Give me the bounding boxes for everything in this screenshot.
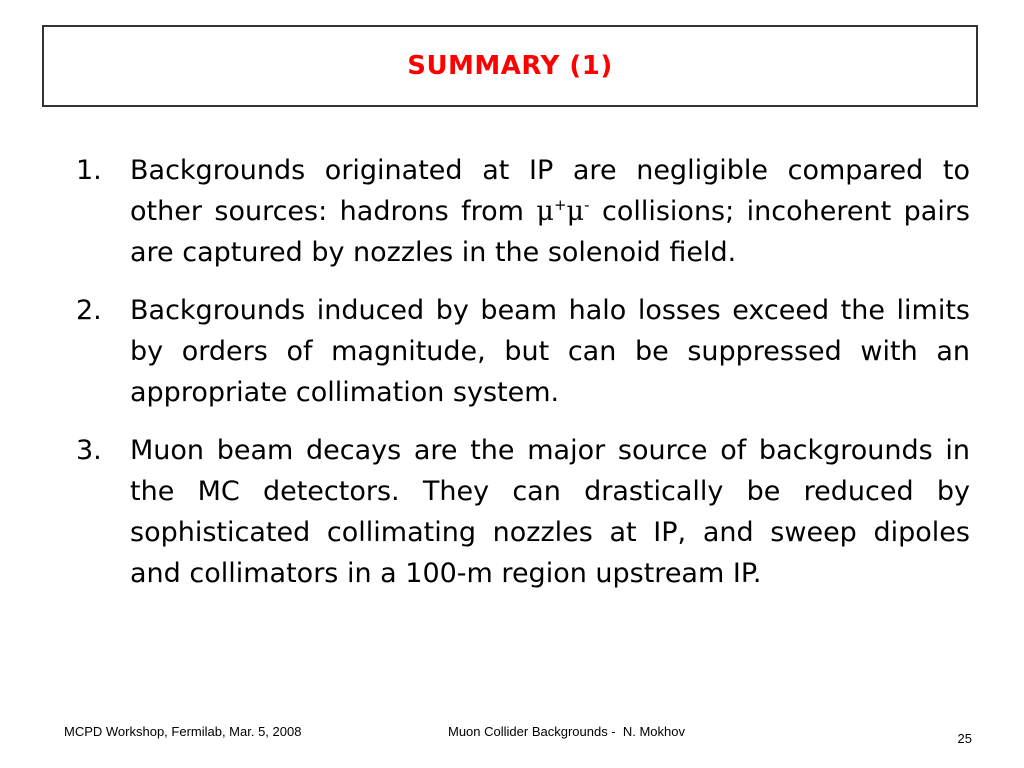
mu-symbol: μ [566,196,585,227]
page-number: 25 [957,731,972,746]
charge-superscript: - [584,196,590,214]
item-number: 1. [76,155,102,186]
item-text-part: collisions; incoherent pairs are captured by nozzles in the solenoid field. [130,196,970,268]
footer-event: MCPD Workshop, Fermilab, Mar. 5, 2008 [64,724,302,739]
list-item-3 [66,430,970,594]
item-number: 2. [76,295,102,326]
footer-talk-title: Muon Collider Backgrounds - N. Mokhov [448,724,685,739]
slide-title: SUMMARY (1) [407,51,613,81]
item-text: Backgrounds induced by beam halo losses exceed the limits by orders of magnitude, but can be suppressed with an appropriate collimation system. [130,295,970,408]
item-text-part: Backgrounds originated at IP are negligible compared to other sources: hadrons from [130,155,970,227]
list-item-2 [66,290,970,413]
list-item-1 [66,150,970,273]
charge-superscript: + [553,196,567,214]
item-text: Muon beam decays are the major source of backgrounds in the MC detectors. They can drastically be reduced by sophisticated collimating nozzles at IP, and sweep dipoles and collimators in a 100-m region upstream IP. [130,435,970,589]
mu-symbol: μ [536,196,554,227]
item-number: 3. [76,435,102,466]
summary-list [66,150,970,611]
item-text [130,150,970,273]
title-box [42,25,978,107]
